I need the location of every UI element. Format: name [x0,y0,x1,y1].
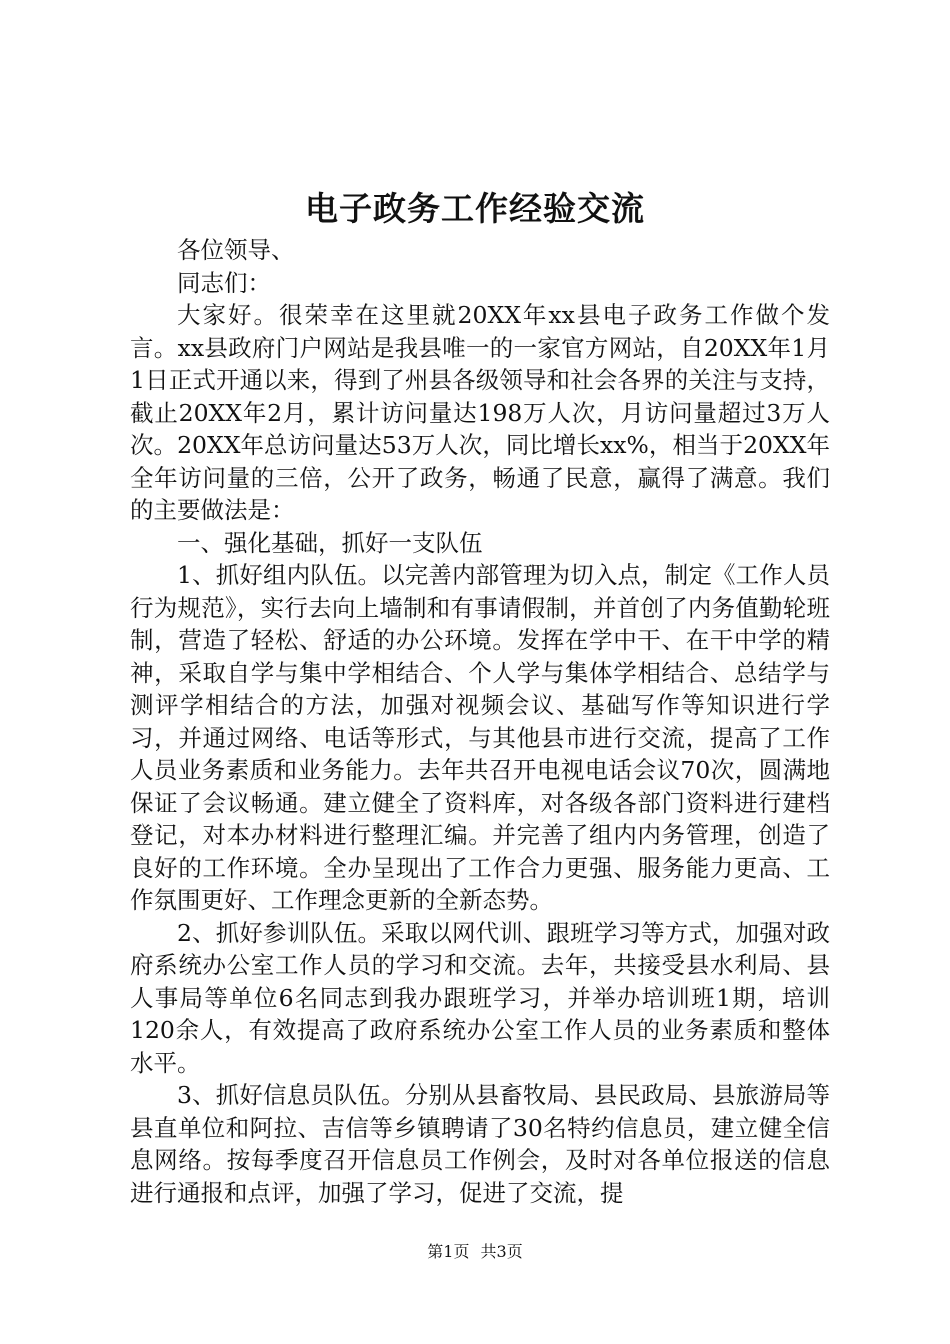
paragraph-item-3: 3、抓好信息员队伍。分别从县畜牧局、县民政局、县旅游局等县直单位和阿拉、吉信等乡镇聘请了30名特约信息员，建立健全信息网络。按每季度召开信息员工作例会，及时对各单位报送的信息进行通报和点评，加强了学习，促进了交流，提 [130,1081,830,1207]
page-total: 共3页 [480,1242,523,1261]
salutation-leaders: 各位领导、 [177,236,295,264]
salutation-comrades: 同志们： [177,268,271,297]
document-title: 电子政务工作经验交流 [305,189,645,228]
page-footer [0,1240,950,1264]
section-heading-1: 一、强化基础，抓好一支队伍 [177,528,483,557]
paragraph-item-1: 1、抓好组内队伍。以完善内部管理为切入点，制定《工作人员行为规范》，实行去向上墙制和有事请假制，并首创了内务值勤轮班制，营造了轻松、舒适的办公环境。发挥在学中干、在干中学的精神，采取自学与集中学相结合、个人学与集体学相结合、总结学与测评学相结合的方法，加强对视频会议、基础写作等知识进行学习，并通过网络、电话等形式，与其他县市进行交流，提高了工作人员业务素质和业务能力。去年共召开电视电话会议70次，圆满地保证了会议畅通。建立健全了资料库，对各级各部门资料进行建档登记，对本办材料进行整理汇编。并完善了组内内务管理，创造了良好的工作环境。全办呈现出了工作合力更强、服务能力更高、工作氛围更好、工作理念更新的全新态势。 [130,561,830,914]
page-number: 第1页 [427,1242,470,1261]
document-body [130,234,830,1209]
intro-paragraph: 大家好。很荣幸在这里就20XX年xx县电子政务工作做个发言。xx县政府门户网站是我县唯一的一家官方网站，自20XX年1月1日正式开通以来，得到了州县各级领导和社会各界的关注与支持，截止20XX年2月，累计访问量达198万人次，月访问量超过3万人次。20XX年总访问量达53万人次，同比增长xx%，相当于20XX年全年访问量的三倍，公开了政务，畅通了民意，赢得了满意。我们的主要做法是： [130,301,830,524]
paragraph-item-2: 2、抓好参训队伍。采取以网代训、跟班学习等方式，加强对政府系统办公室工作人员的学习和交流。去年，共接受县水利局、县人事局等单位6名同志到我办跟班学习，并举办培训班1期，培训120余人，有效提高了政府系统办公室工作人员的业务素质和整体水平。 [130,918,830,1077]
